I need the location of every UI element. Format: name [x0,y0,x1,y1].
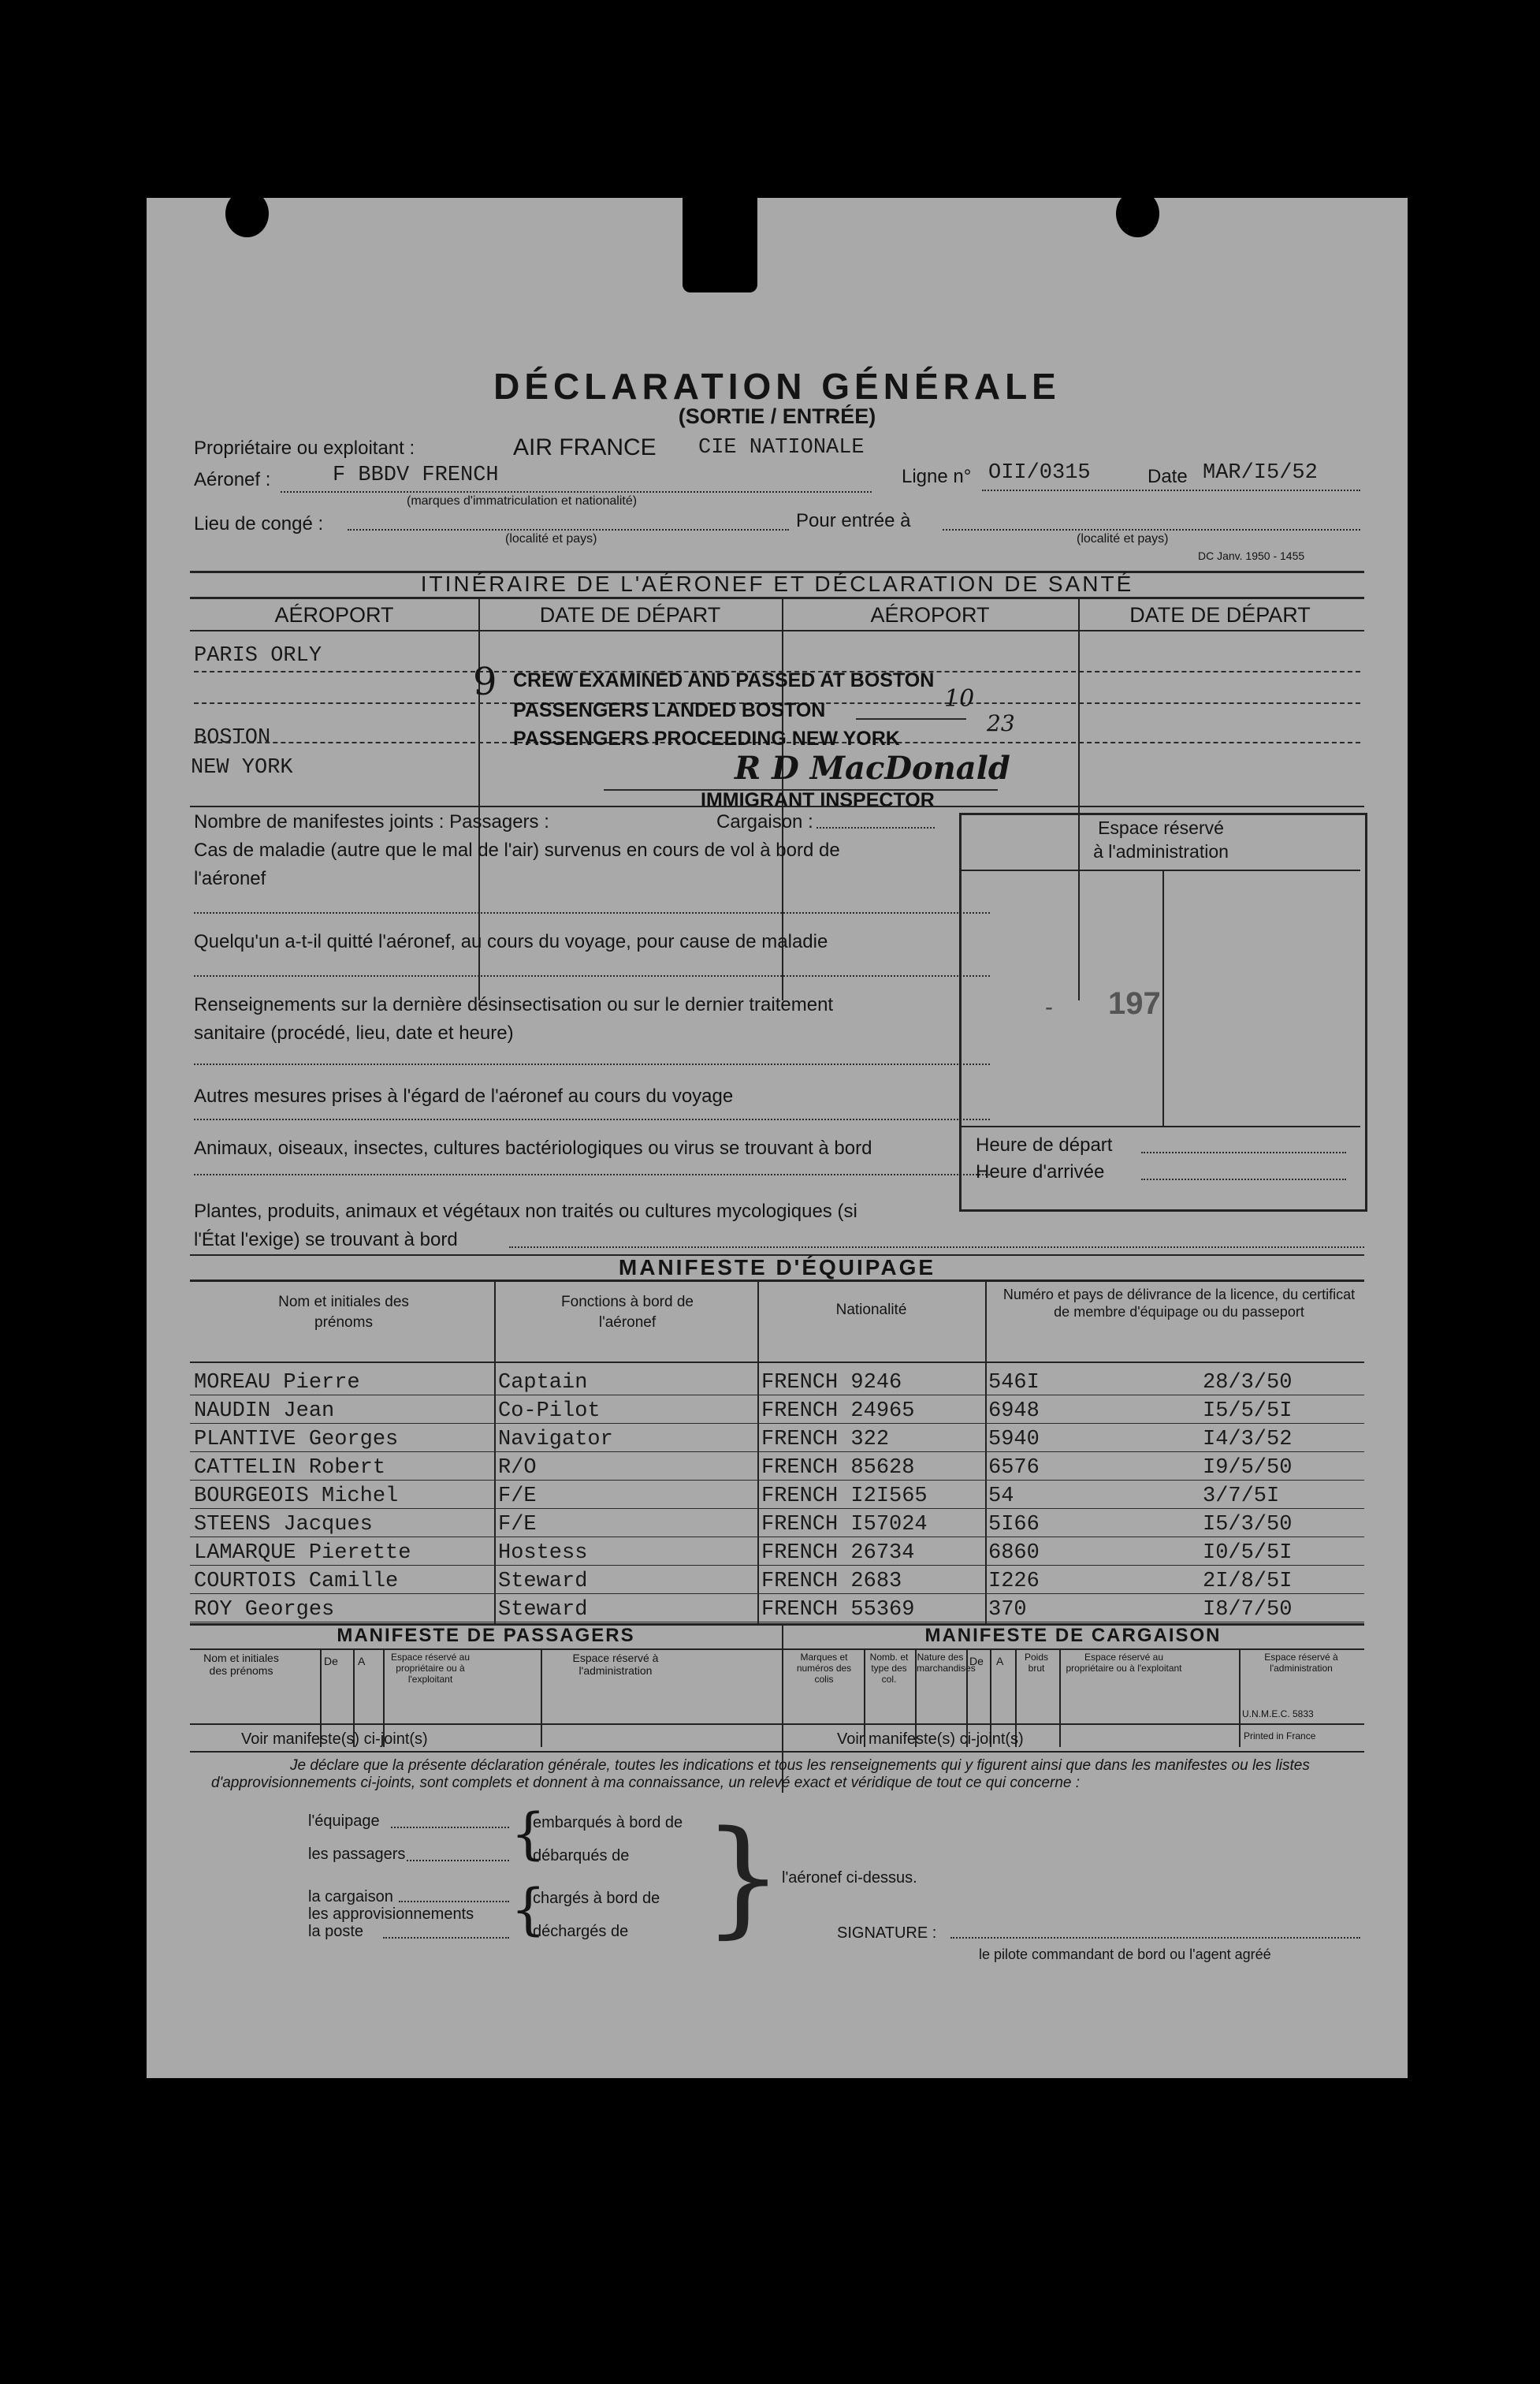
stamp-line-2: PASSENGERS LANDED BOSTON [513,699,826,721]
cargo-col-to: A [996,1655,1004,1667]
declaration-top-rule [190,1751,1364,1753]
crew-row-rule [190,1423,1364,1424]
disinfect-label-1: Renseignements sur la dernière désinsectisation ou sur le dernier traitement [194,994,834,1015]
crew-function: Navigator [498,1428,613,1451]
crew-nationality: FRENCH 322 [761,1428,890,1451]
crew-license-date: 2I/8/5I [1203,1570,1293,1593]
col-airport-1: AÉROPORT [274,603,394,627]
crew-name: MOREAU Pierre [194,1371,360,1395]
crew-function: F/E [498,1484,537,1508]
cargo-label: Cargaison : [716,811,813,833]
itinerary-row-1: PARIS ORLY [194,644,322,668]
crew-function: Steward [498,1598,588,1622]
decl-cargo-dots [399,1901,509,1902]
decl-brace-3: } [703,1803,783,1950]
passengers-see: Voir manifeste(s) ci-joint(s) [241,1730,428,1748]
left-aircraft-line [194,975,990,977]
stamp-line-1: CREW EXAMINED AND PASSED AT BOSTON [513,669,935,691]
col-date-2: DATE DE DÉPART [1129,603,1311,627]
cargo-printed: Printed in France [1244,1730,1316,1741]
punch-hole-left [225,198,269,237]
crew-name: STEENS Jacques [194,1513,373,1537]
crew-col-nationality: Nationalité [835,1302,907,1318]
pass-col-admin: Espace réservé à l'administration [572,1652,659,1677]
cargo-col-weight: Poids brut [1024,1652,1049,1674]
crew-nationality: FRENCH 26734 [761,1541,915,1565]
crew-function: Captain [498,1371,588,1395]
crew-nationality: FRENCH I2I565 [761,1484,928,1508]
crew-function: Co-Pilot [498,1399,601,1423]
cargo-heading: MANIFESTE DE CARGAISON [924,1625,1222,1646]
pass-div-4 [541,1648,542,1747]
owner-value-2: CIE NATIONALE [698,436,865,460]
admin-times-rule [962,1126,1360,1127]
cargo-col-admin: Espace réservé à l'administration [1264,1652,1338,1674]
line-date-line [982,490,1360,491]
crew-license-number: 54 [988,1484,1014,1508]
decl-crew: l'équipage [308,1812,380,1830]
entry-line [943,529,1360,531]
crew-name: PLANTIVE Georges [194,1428,399,1451]
decl-supplies: les approvisionnements [308,1905,474,1923]
cargo-line [816,827,935,829]
aircraft-note: (marques d'immatriculation et nationalité) [407,494,638,508]
illness-label-2: l'aéronef [194,868,266,889]
decl-cargo: la cargaison [308,1888,393,1905]
aircraft-line [281,491,872,493]
itinerary-row-3: NEW YORK [191,756,293,780]
left-aircraft-label: Quelqu'un a-t-il quitté l'aéronef, au cours du voyage, pour cause de maladie [194,931,828,952]
decl-embarked: embarqués à bord de [533,1814,683,1831]
cargo-see: Voir manifeste(s) ci-joint(s) [837,1730,1024,1748]
crew-col-name: Nom et initiales des prénoms [278,1294,409,1331]
crew-function: Hostess [498,1541,588,1565]
crew-row-rule [190,1451,1364,1452]
plants-label-2: l'État l'exige) se trouvant à bord [194,1229,458,1250]
illness-label-1: Cas de maladie (autre que le mal de l'air) survenus en cours de vol à bord de [194,840,840,861]
crew-license-date: I0/5/5I [1203,1541,1293,1565]
disinfect-label-2: sanitaire (procédé, lieu, date et heure) [194,1023,514,1044]
aircraft-label: Aéronef : [194,469,271,490]
torn-tab [683,198,757,292]
form-title: DÉCLARATION GÉNÉRALE [493,366,1061,407]
departure-line [348,529,789,531]
departure-note: (localité et pays) [505,532,597,546]
manifests-label: Nombre de manifestes joints : Passagers : [194,811,549,833]
crew-row-rule [190,1565,1364,1566]
decl-unloaded: déchargés de [533,1923,629,1940]
pass-col-operator: Espace réservé au propriétaire ou à l'exploitant [390,1652,471,1685]
crew-license-number: 546I [988,1371,1040,1395]
admin-arrive-label: Heure d'arrivée [976,1161,1105,1183]
handwritten-9: 9 [473,660,497,704]
other-measures-label: Autres mesures prises à l'égard de l'aéronef au cours du voyage [194,1086,734,1107]
date-value: MAR/I5/52 [1203,461,1318,485]
other-measures-line [194,1119,990,1120]
crew-row-rule [190,1593,1364,1594]
plants-label-1: Plantes, produits, animaux et végétaux non traités ou cultures mycologiques (si [194,1201,857,1222]
manifests-bottom-rule [190,1723,1364,1725]
crew-name: COURTOIS Camille [194,1570,399,1593]
crew-row-rule [190,1508,1364,1509]
decl-loaded: chargés à bord de [533,1890,660,1907]
passengers-heading: MANIFESTE DE PASSAGERS [337,1625,635,1646]
declaration-text: Je déclare que la présente déclaration générale, toutes les indications et tous les renseignements qui y figurent ainsi que dans les manifestes ou les listes d'approvisionnements ci-joints, sont complets et donnent à ma connaissance, un relevé exact et véridique de tout ce qui concerne : [211,1757,1310,1791]
stamp-value-2: 10 [944,685,975,713]
decl-passengers-dots [407,1860,509,1861]
admin-dash: - [1045,994,1053,1020]
inspector-signature: R D MacDonald [735,750,1010,787]
entry-note: (localité et pays) [1077,532,1169,546]
admin-depart-label: Heure de départ [976,1134,1113,1156]
crew-license-date: I8/7/50 [1203,1598,1293,1622]
itinerary-row-2: BOSTON [194,726,271,750]
illness-line [194,912,990,914]
crew-license-number: 370 [988,1598,1027,1622]
decl-brace-1: { [511,1801,546,1866]
form-sheet [147,198,1408,2078]
crew-heading-rule [190,1280,1364,1282]
admin-depart-line [1141,1152,1346,1153]
crew-license-date: I9/5/50 [1203,1456,1293,1480]
crew-license-number: 6576 [988,1456,1040,1480]
crew-function: F/E [498,1513,537,1537]
cargo-div-7 [1239,1648,1241,1747]
aircraft-value: F BBDV FRENCH [333,464,499,487]
itinerary-heading: ITINÉRAIRE DE L'AÉRONEF ET DÉCLARATION DE SANTÉ [420,572,1134,596]
itinerary-header-rule [190,597,1364,599]
pass-col-to: A [358,1655,366,1667]
admin-title-1: Espace réservé [1098,818,1224,838]
decl-disembarked: débarqués de [533,1847,630,1864]
crew-col-license: Numéro et pays de délivrance de la licence, du certificat de membre d'équipage ou du passeport [1002,1287,1356,1320]
crew-top-rule [190,1254,1364,1256]
col-airport-2: AÉROPORT [870,603,990,627]
crew-name: CATTELIN Robert [194,1456,386,1480]
crew-heading: MANIFESTE D'ÉQUIPAGE [618,1255,936,1280]
form-reference: DC Janv. 1950 - 1455 [1198,549,1305,562]
crew-name: BOURGEOIS Michel [194,1484,399,1508]
crew-col-function: Fonctions à bord de l'aéronef [561,1294,694,1331]
crew-nationality: FRENCH 2683 [761,1570,902,1593]
crew-row-rule [190,1480,1364,1481]
animals-label: Animaux, oiseaux, insectes, cultures bactériologiques ou virus se trouvant à bord [194,1138,872,1159]
itinerary-bottom-rule [190,806,1364,807]
decl-crew-dots [391,1827,509,1828]
line-label: Ligne n° [902,466,972,487]
line-value: OII/0315 [988,461,1091,485]
cargo-col-count: Nomb. et type des col. [869,1652,909,1685]
cargo-unmec: U.N.M.E.C. 5833 [1242,1708,1314,1719]
plants-line [509,1246,1364,1248]
crew-license-number: 6860 [988,1541,1040,1565]
manifests-heading-rule [190,1648,1364,1650]
admin-divider [1162,870,1164,1126]
col-date-1: DATE DE DÉPART [539,603,721,627]
admin-number: 197 [1108,986,1161,1021]
crew-nationality: FRENCH 24965 [761,1399,915,1423]
crew-nationality: FRENCH I57024 [761,1513,928,1537]
crew-function: R/O [498,1456,537,1480]
crew-nationality: FRENCH 85628 [761,1456,915,1480]
crew-name: LAMARQUE Pierette [194,1541,411,1565]
cargo-col-marks: Marques et numéros des colis [796,1652,852,1685]
pass-col-from: De [324,1655,338,1667]
itinerary-col-rule [190,630,1364,631]
crew-function: Steward [498,1570,588,1593]
crew-license-number: 5I66 [988,1513,1040,1537]
stamp-value-line-2 [856,718,966,720]
decl-passengers: les passagers [308,1846,406,1863]
cargo-col-nature: Nature des marchandises [917,1652,976,1674]
stamp-line-3: PASSENGERS PROCEEDING NEW YORK [513,728,900,750]
crew-license-date: I5/5/5I [1203,1399,1293,1423]
signatory-note: le pilote commandant de bord ou l'agent agréé [979,1946,1271,1962]
decl-mail-dots [383,1937,509,1939]
crew-col-rule [190,1361,1364,1363]
crew-license-date: 28/3/50 [1203,1371,1293,1395]
admin-title-2: à l'administration [1093,841,1229,862]
admin-title-rule [962,870,1360,871]
stamp-value-3: 23 [987,710,1015,736]
owner-label: Propriétaire ou exploitant : [194,438,415,459]
decl-mail: la poste [308,1923,364,1940]
disinfect-line [194,1063,990,1065]
crew-license-date: I5/3/50 [1203,1513,1293,1537]
decl-brace-2: { [511,1877,546,1942]
crew-name: NAUDIN Jean [194,1399,335,1423]
pass-col-name: Nom et initiales des prénoms [203,1652,279,1677]
date-label: Date [1148,466,1188,487]
signature-label: SIGNATURE : [837,1924,937,1942]
crew-name: ROY Georges [194,1598,335,1622]
stamp-line-4: IMMIGRANT INSPECTOR [701,789,935,811]
crew-license-number: I226 [988,1570,1040,1593]
cargo-col-from: De [969,1655,984,1667]
punch-hole-right [1116,198,1159,237]
entry-label: Pour entrée à [796,510,911,531]
crew-nationality: FRENCH 55369 [761,1598,915,1622]
admin-arrive-line [1141,1179,1346,1180]
crew-nationality: FRENCH 9246 [761,1371,902,1395]
cargo-col-operator: Espace réservé au propriétaire ou à l'exploitant [1066,1652,1182,1674]
signature-line [950,1937,1360,1939]
animals-line [194,1174,990,1175]
decl-aircraft: l'aéronef ci-dessus. [782,1869,917,1887]
departure-label: Lieu de congé : [194,513,324,535]
crew-license-date: 3/7/5I [1203,1484,1280,1508]
crew-license-number: 5940 [988,1428,1040,1451]
owner-value: AIR FRANCE [513,434,657,460]
form-subtitle: (SORTIE / ENTRÉE) [678,404,876,428]
crew-license-date: I4/3/52 [1203,1428,1293,1451]
crew-license-number: 6948 [988,1399,1040,1423]
